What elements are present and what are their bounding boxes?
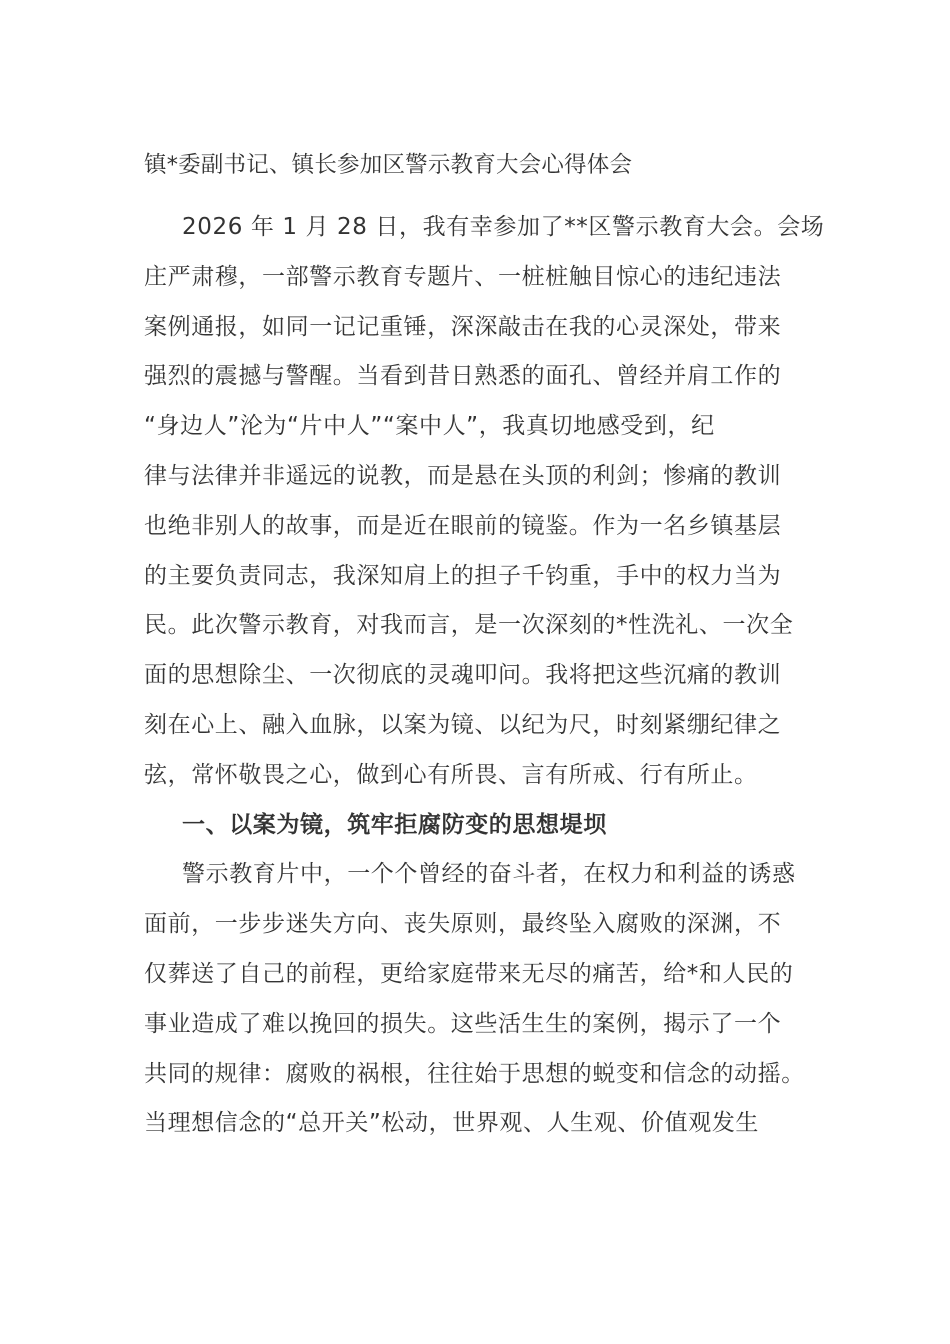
- paragraph-1-line-9: 民。此次警示教育，对我而言，是一次深刻的*性洗礼、一次全: [144, 612, 794, 639]
- paragraph-2-line-1: 警示教育片中，一个个曾经的奋斗者，在权力和利益的诱惑: [182, 861, 796, 888]
- document-body: [144, 209, 825, 1155]
- paragraph-1-line-3: 案例通报，如同一记记重锤，深深敲击在我的心灵深处，带来: [144, 313, 782, 340]
- paragraph-1-line-10: 面的思想除尘、一次彻底的灵魂叩问。我将把这些沉痛的教训: [144, 662, 782, 689]
- paragraph-1-line-1: 2026 年 1 月 28 日，我有幸参加了**区警示教育大会。会场: [182, 214, 825, 240]
- section-heading-1: 一、以案为镜，筑牢拒腐防变的思想堤坝: [182, 811, 607, 838]
- paragraph-2-line-3: 仅葬送了自己的前程，更给家庭带来无尽的痛苦，给*和人民的: [144, 960, 794, 987]
- paragraph-1-line-4: 强烈的震撼与警醒。当看到昔日熟悉的面孔、曾经并肩工作的: [144, 363, 782, 390]
- paragraph-2-line-2: 面前，一步步迷失方向、丧失原则，最终坠入腐败的深渊，不: [144, 911, 782, 938]
- paragraph-1-line-2: 庄严肃穆，一部警示教育专题片、一桩桩触目惊心的违纪违法: [144, 263, 782, 290]
- paragraph-2-line-6: 当理想信念的“总开关”松动，世界观、人生观、价值观发生: [144, 1110, 760, 1137]
- paragraph-1-line-12: 弦，常怀敬畏之心，做到心有所畏、言有所戒、行有所止。: [144, 761, 758, 788]
- paragraph-2-line-5: 共同的规律：腐败的祸根，往往始于思想的蜕变和信念的动摇。: [144, 1060, 805, 1087]
- paragraph-2-line-4: 事业造成了难以挽回的损失。这些活生生的案例，揭示了一个: [144, 1010, 782, 1037]
- paragraph-1-line-8: 的主要负责同志，我深知肩上的担子千钧重，手中的权力当为: [144, 562, 782, 589]
- document-title: 镇*委副书记、镇长参加区警示教育大会心得体会: [144, 152, 633, 178]
- paragraph-1-line-7: 也绝非别人的故事，而是近在眼前的镜鉴。作为一名乡镇基层: [144, 512, 782, 539]
- paragraph-1-line-6: 律与法律并非遥远的说教，而是悬在头顶的利剑；惨痛的教训: [144, 462, 782, 489]
- paragraph-1-line-11: 刻在心上、融入血脉，以案为镜、以纪为尺，时刻紧绷纪律之: [144, 711, 782, 738]
- paragraph-1-line-5: “身边人”沦为“片中人”“案中人”，我真切地感受到，纪: [144, 413, 715, 440]
